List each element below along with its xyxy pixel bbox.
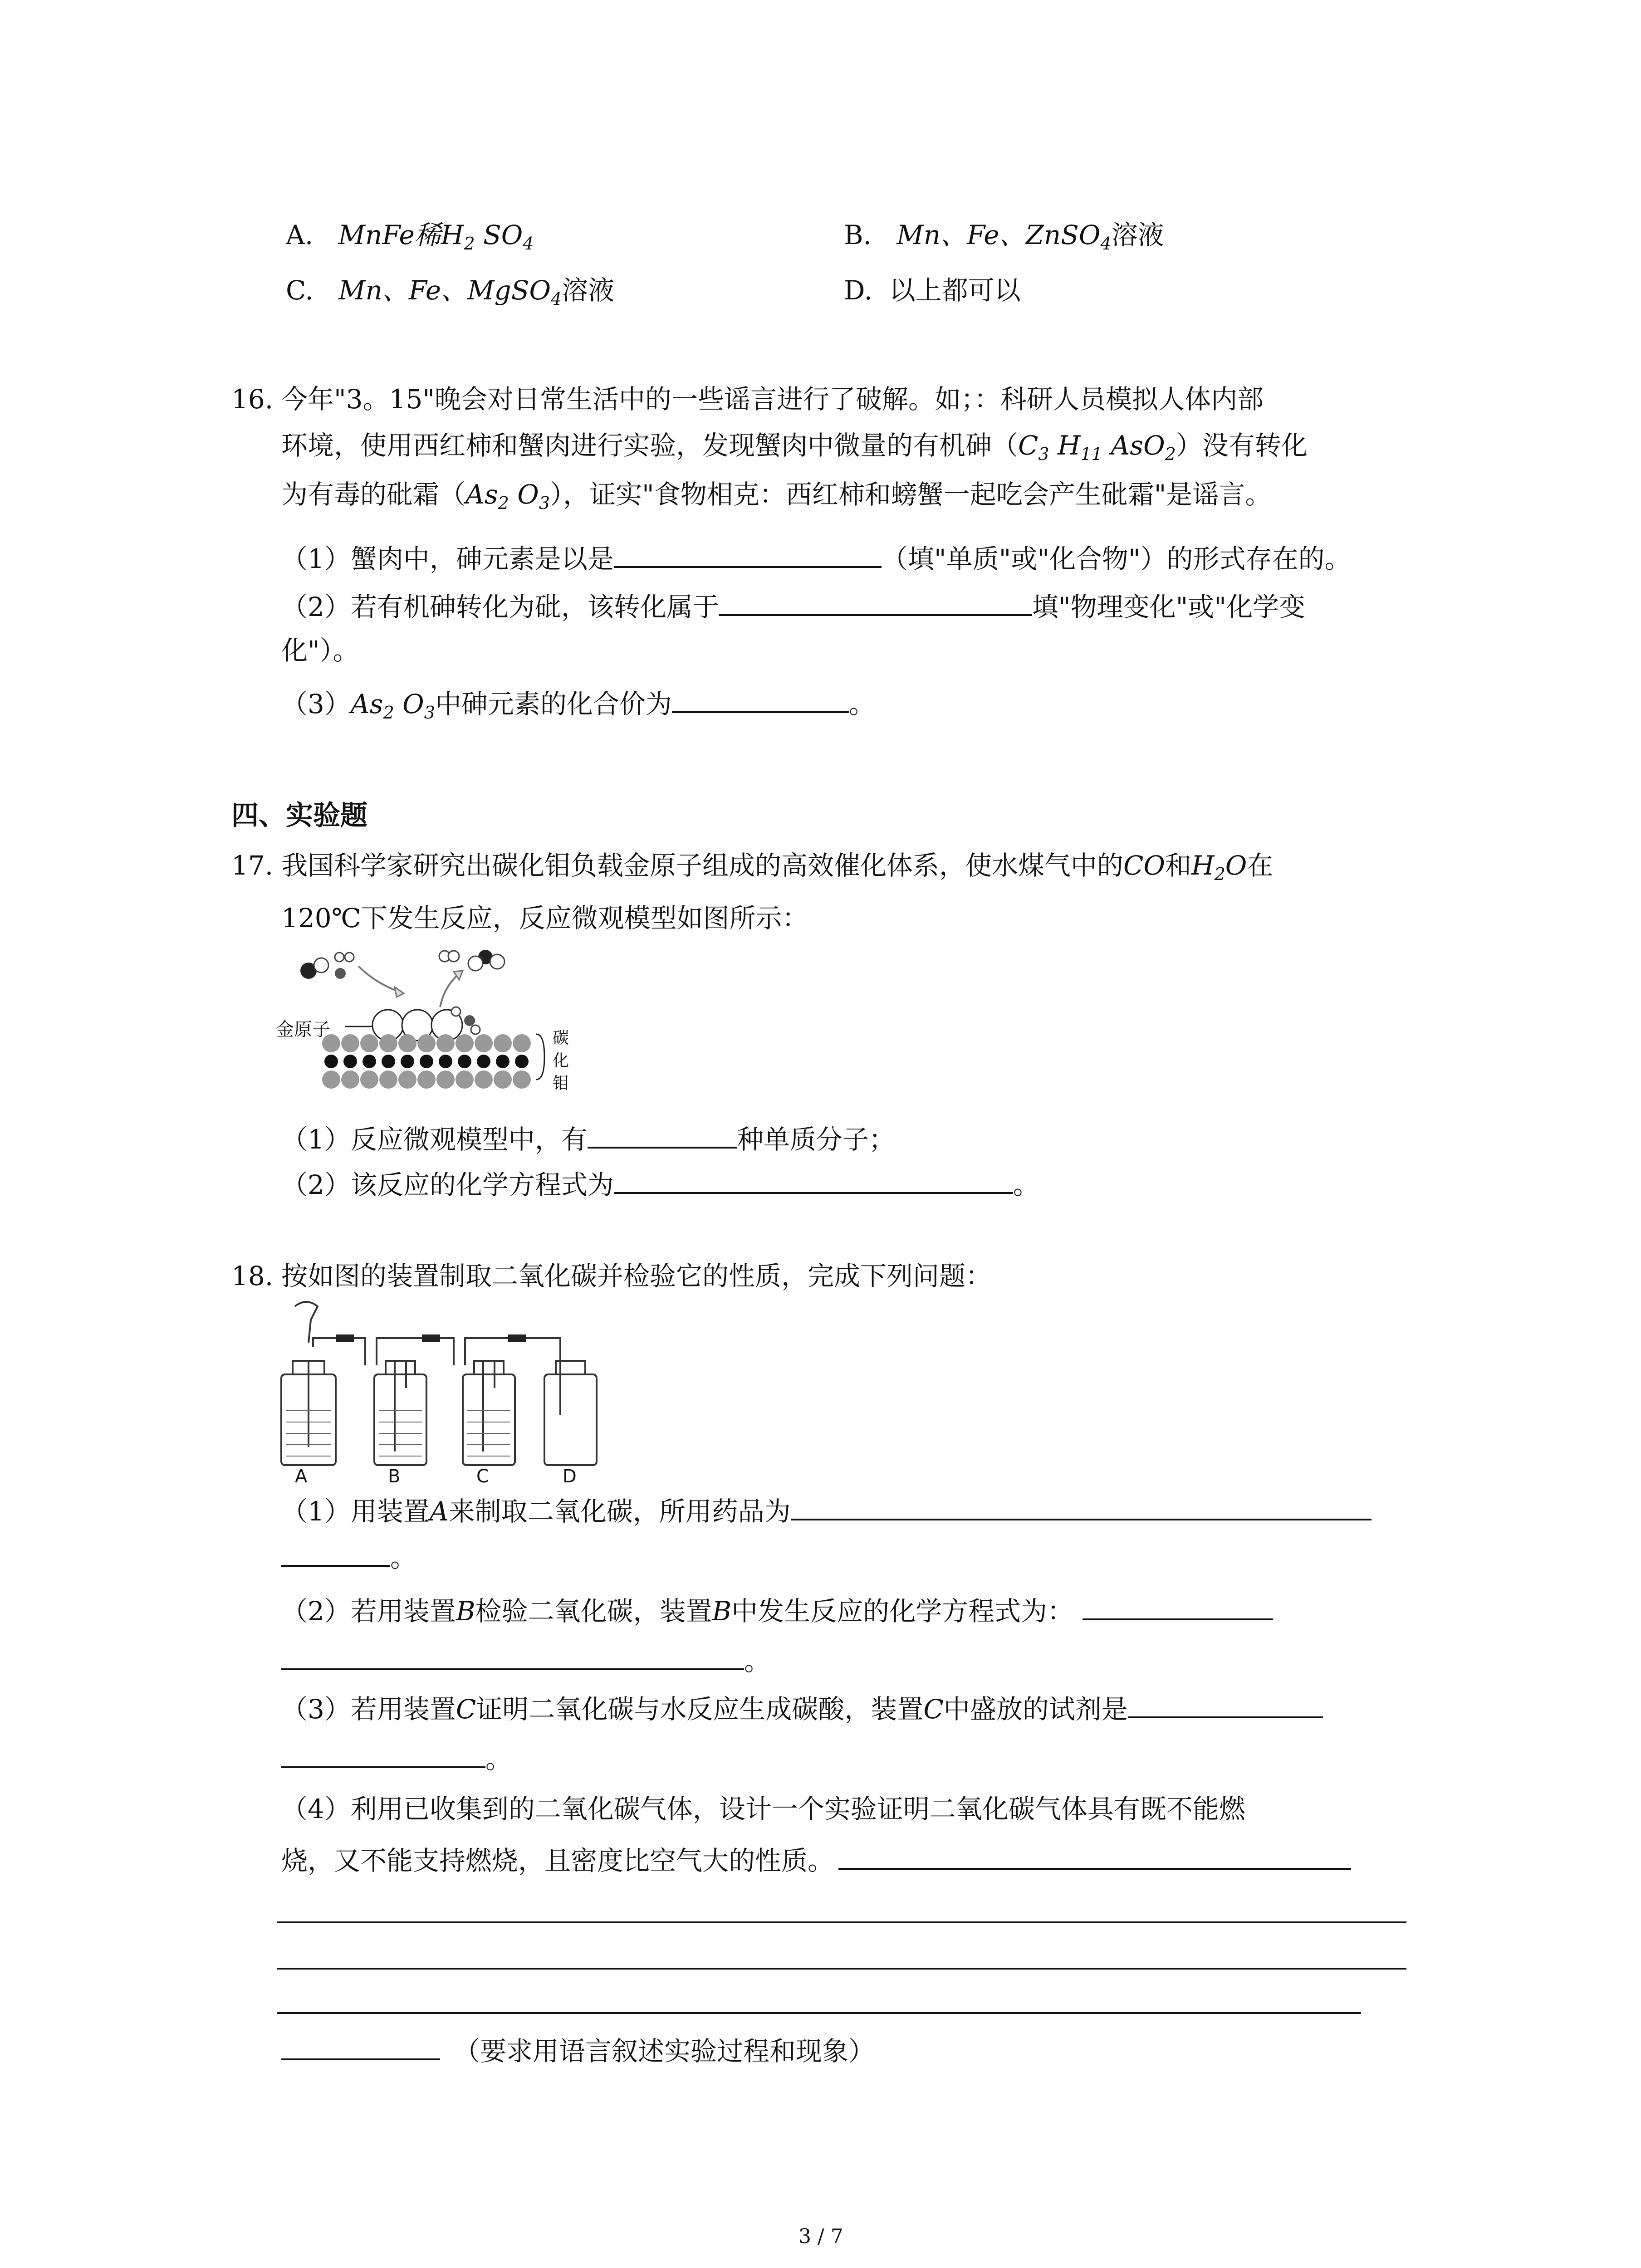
q16-line3: 为有毒的砒霜（$As_2$ $O_3$），证实"食物相克：西红柿和螃蟹一起吃会产生砒霜"是谣言。 <box>281 479 1272 513</box>
answer-blank[interactable] <box>588 1120 737 1149</box>
page-number: 3 / 7 <box>798 2225 843 2248</box>
option-letter: A. <box>286 220 314 250</box>
q18-part4-end: （要求用语言叙述实验过程和现象） <box>281 2032 875 2068</box>
q16-part2: （2）若有机砷转化为砒，该转化属于 填"物理变化"或"化学变 <box>281 588 1305 624</box>
answer-blank[interactable] <box>281 1539 390 1567</box>
q17-line1: 我国科学家研究出碳化钼负载金原子组成的高效催化体系，使水煤气中的CO和$H_2O$在 <box>281 850 1274 884</box>
answer-blank[interactable] <box>281 2032 440 2060</box>
answer-blank[interactable] <box>672 685 849 713</box>
apparatus-label-c: C <box>476 1466 489 1487</box>
apparatus-figure <box>272 1297 617 1497</box>
answer-blank[interactable] <box>1083 1592 1273 1620</box>
reaction-model-figure <box>272 943 590 1125</box>
apparatus-label-a: A <box>295 1466 308 1487</box>
q18-part4-line2: 烧，又不能支持燃烧，且密度比空气大的性质。 <box>281 1842 1351 1878</box>
q18-part1-cont: 。 <box>281 1539 416 1575</box>
answer-blank[interactable] <box>1128 1690 1323 1718</box>
q18-number: 18. <box>231 1261 274 1291</box>
q16-part1: （1）蟹肉中，砷元素是以是 （填"单质"或"化合物"）的形式存在的。 <box>281 540 1351 576</box>
answer-line[interactable] <box>277 1921 1406 1923</box>
q18-part3: （3）若用装置C证明二氧化碳与水反应生成碳酸，装置C中盛放的试剂是 <box>281 1690 1323 1726</box>
q18-part4: （4）利用已收集到的二氧化碳气体，设计一个实验证明二氧化碳气体具有既不能燃 <box>281 1794 1245 1824</box>
option-d: D. 以上都可以 <box>844 275 1021 306</box>
section-heading: 四、实验题 <box>231 800 367 831</box>
q17-part2: （2）该反应的化学方程式为 。 <box>281 1166 1039 1202</box>
q18-part2: （2）若用装置B检验二氧化碳，装置B中发生反应的化学方程式为： <box>281 1592 1273 1628</box>
q16-part3: $(3)As_2$ $O_3$中砷元素的化合价为 。 <box>281 685 875 730</box>
apparatus-label-d: D <box>563 1466 577 1487</box>
q17-number: 17. <box>231 850 274 881</box>
q17-part1: （1）反应微观模型中，有 种单质分子； <box>281 1120 895 1157</box>
q17-line2: 120℃下发生反应，反应微观模型如图所示： <box>281 903 808 934</box>
q16-number: 16. <box>231 384 274 415</box>
answer-line[interactable] <box>277 2012 1361 2014</box>
gold-atom-label: 金原子 <box>276 1019 330 1040</box>
answer-blank[interactable] <box>281 1740 485 1768</box>
answer-blank[interactable] <box>281 1642 744 1670</box>
answer-blank[interactable] <box>614 540 882 568</box>
option-a: A. MnFe稀$H_2$ $SO_4$ <box>286 220 534 254</box>
option-c: C. Mn、Fe、MgSO$_4$溶液 <box>286 275 615 309</box>
q18-part2-cont: 。 <box>281 1642 770 1678</box>
q16-line1: 今年"3。15"晚会对日常生活中的一些谣言进行了破解。如；：科研人员模拟人体内部 <box>281 384 1264 415</box>
apparatus-label-b: B <box>388 1466 401 1487</box>
apparatus-diagram <box>272 1297 617 1479</box>
answer-blank[interactable] <box>614 1166 1013 1194</box>
mo-carbide-label: 碳 化 钼 <box>553 1029 569 1093</box>
q16-line2: 环境，使用西红柿和蟹肉进行实验，发现蟹肉中微量的有机砷（$C_3$ $H_{11}$ AsO$_2$）没有转化 <box>281 430 1308 464</box>
answer-blank[interactable] <box>719 588 1032 616</box>
q18-line1: 按如图的装置制取二氧化碳并检验它的性质，完成下列问题： <box>281 1261 992 1291</box>
q18-part3-cont: 。 <box>281 1740 512 1776</box>
answer-blank[interactable] <box>791 1492 1372 1520</box>
option-b: B. Mn、Fe、ZnSO$_4$溶液 <box>844 220 1164 254</box>
q16-part2-cont: 化"）。 <box>281 635 359 666</box>
q18-part1: （1）用装置A来制取二氧化碳，所用药品为 <box>281 1492 1372 1529</box>
answer-line[interactable] <box>277 1968 1406 1970</box>
answer-blank[interactable] <box>838 1842 1351 1870</box>
